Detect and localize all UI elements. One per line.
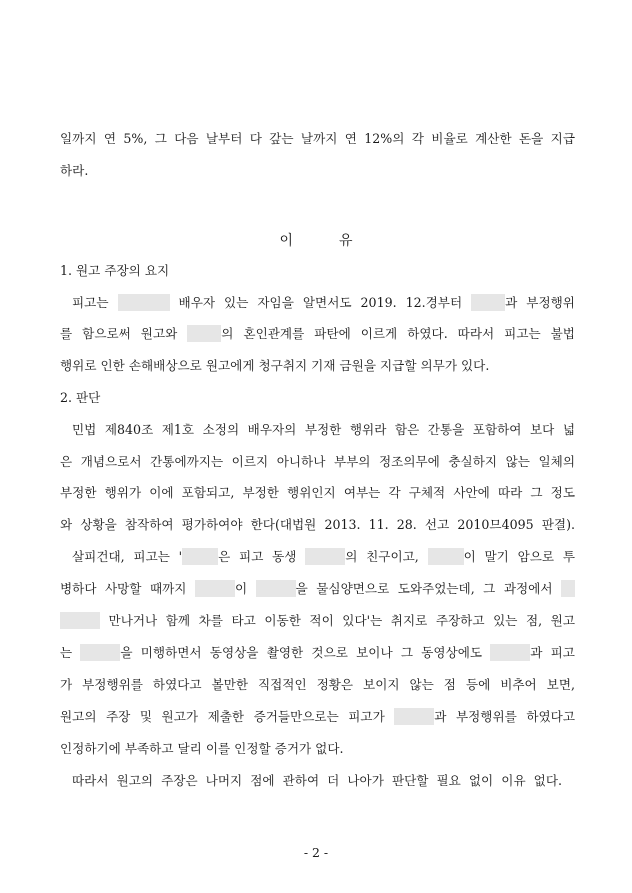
redaction-box [394,708,434,725]
section-title-2: 2. 판단 [60,390,101,405]
text-line: 일까지 연 5%, 그 다음 날부터 다 갚는 날까지 연 12%의 각 비율로 계산한 돈을 지급 [60,131,575,146]
text-line: 은 개념으로서 간통에까지는 이르지 아니하나 부부의 정조의무에 충실하지 않는 일체의 [60,454,575,469]
text-line: 따라서 원고의 주장은 나머지 점에 관하여 더 나아가 판단할 필요 없이 이유 없다. [72,773,562,788]
text-line: 가 부정행위를 하였다고 볼만한 직접적인 정황은 보이지 않는 점 등에 비추어 보면, [60,677,575,692]
redaction-box [471,294,505,311]
redaction-box [187,325,221,342]
text-line: 민법 제840조 제1호 소정의 배우자의 부정한 행위라 함은 간통을 포함하여 보다 넓 [72,422,575,437]
redaction-box [195,580,235,597]
redaction-box [428,548,464,565]
text-line: 피고는 배우자 있는 자임을 알면서도 2019. 12.경부터 과 부정행위 [72,295,575,310]
page-number: - 2 - [303,845,329,860]
section-heading: 이 유 [279,233,353,249]
redaction-box [490,644,530,661]
text-line: 는 을 미행하면서 동영상을 촬영한 것으로 보이나 그 동영상에도 과 피고 [60,645,575,660]
redaction-box [561,580,575,597]
text-line: 원고의 주장 및 원고가 제출한 증거들만으로는 피고가 과 부정행위를 하였다고 [60,709,575,724]
redaction-box [305,548,345,565]
text-line: 만나거나 함께 차를 타고 이동한 적이 있다'는 취지로 주장하고 있는 점, 원고 [60,612,575,630]
redaction-box [60,612,100,629]
redaction-box [118,294,170,311]
redaction-box [182,548,218,565]
text-line: 하라. [60,163,89,178]
text-line: 부정한 행위가 이에 포함되고, 부정한 행위인지 여부는 각 구체적 사안에 따라 그 정도 [60,485,575,500]
redaction-box [256,580,296,597]
text-line: 인정하기에 부족하고 달리 이를 인정할 증거가 없다. [60,741,344,756]
section-title-1: 1. 원고 주장의 요지 [60,263,170,278]
text-line: 살피건대, 피고는 ' 은 피고 동생 의 친구이고, 이 말기 암으로 투 [72,549,575,564]
text-line: 행위로 인한 손해배상으로 원고에게 청구취지 기재 금원을 지급할 의무가 있다. [60,358,490,373]
redaction-box [80,644,120,661]
text-line: 를 함으로써 원고와 의 혼인관계를 파탄에 이르게 하였다. 따라서 피고는 불법 [60,326,575,341]
text-line: 병하다 사망할 때까지 이 을 물심양면으로 도와주었는데, 그 과정에서 [60,580,575,598]
text-line: 와 상황을 참작하여 평가하여야 한다(대법원 2013. 11. 28. 선고 2010므4095 판결). [60,517,575,532]
